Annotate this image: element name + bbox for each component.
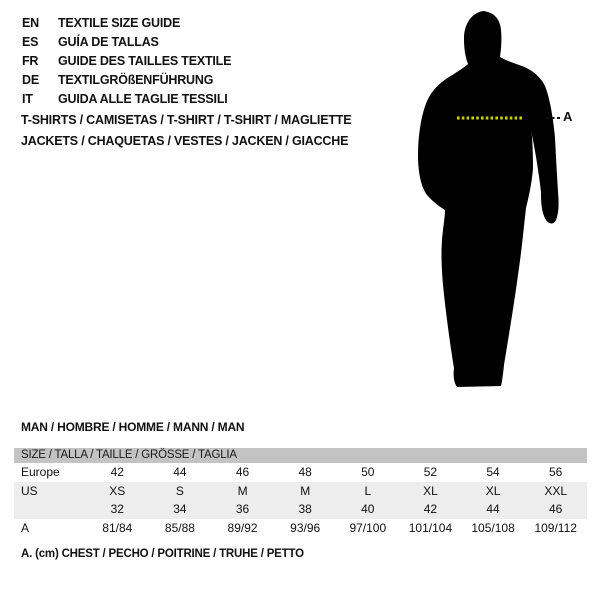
language-title: TEXTILE SIZE GUIDE	[58, 16, 181, 30]
language-title: TEXTILGRÖßENFÜHRUNG	[58, 73, 214, 87]
language-code: ES	[22, 35, 39, 49]
table-cell: 42	[423, 502, 438, 516]
table-cell: 54	[486, 465, 500, 479]
table-row-us	[14, 482, 587, 501]
section-title-man: MAN / HOMBRE / HOMME / MANN / MAN	[21, 420, 245, 434]
row-label: US	[21, 483, 38, 498]
language-title: GUIDE DES TAILLES TEXTILE	[58, 54, 232, 68]
row-label	[14, 500, 86, 519]
measurement-a-label: A	[563, 109, 573, 124]
category-line-jackets: JACKETS / CHAQUETAS / VESTES / JACKEN / GIACCHE	[21, 134, 349, 148]
table-row-secondary-sizes	[14, 500, 587, 519]
language-row-es	[22, 33, 231, 52]
table-cell: 50	[361, 465, 375, 479]
language-title: GUÍA DE TALLAS	[58, 35, 159, 49]
language-code: FR	[22, 54, 39, 68]
table-cell: 38	[298, 502, 312, 516]
language-list	[22, 14, 231, 109]
row-label: A	[21, 520, 30, 535]
language-row-fr	[22, 52, 231, 71]
table-cell: 101/104	[408, 520, 453, 535]
table-cell: S	[175, 483, 184, 498]
table-cell: 32	[110, 502, 124, 516]
row-label: Europe	[21, 465, 60, 479]
table-cell: XL	[423, 483, 438, 498]
language-row-en	[22, 14, 231, 33]
category-list	[21, 110, 351, 152]
table-row-europe	[14, 463, 587, 482]
size-table-header: SIZE / TALLA / TAILLE / GRÖSSE / TAGLIA	[14, 448, 587, 463]
table-cell: 48	[298, 465, 312, 479]
measurement-footnote: A. (cm) CHEST / PECHO / POITRINE / TRUHE / PETTO	[21, 548, 304, 560]
table-cell: 34	[173, 502, 187, 516]
man-silhouette	[418, 11, 559, 387]
table-cell: XXL	[544, 483, 568, 498]
table-row-chest-a	[14, 519, 587, 538]
table-cell: M	[300, 483, 311, 498]
table-cell: 46	[235, 465, 250, 479]
table-cell: 52	[423, 465, 438, 479]
table-cell: 44	[486, 502, 500, 516]
category-line-tshirts: T-SHIRTS / CAMISETAS / T-SHIRT / T-SHIRT / MAGLIETTE	[21, 113, 352, 127]
language-code: IT	[22, 92, 33, 106]
language-row-it	[22, 90, 231, 109]
language-code: EN	[22, 16, 39, 30]
table-cell: 40	[361, 502, 375, 516]
language-code: DE	[22, 73, 39, 87]
man-silhouette-figure	[405, 0, 600, 400]
table-cell: 36	[235, 502, 250, 516]
table-cell: 89/92	[227, 520, 258, 535]
language-row-de	[22, 71, 231, 90]
table-cell: XS	[109, 483, 126, 498]
table-cell: 109/112	[534, 520, 577, 535]
table-cell: 46	[549, 502, 563, 516]
table-cell: 97/100	[349, 520, 387, 535]
table-cell: 93/96	[290, 520, 321, 535]
language-title: GUIDA ALLE TAGLIE TESSILI	[58, 92, 228, 106]
table-cell: 44	[173, 465, 187, 479]
table-cell: L	[364, 483, 372, 498]
size-table	[14, 448, 587, 537]
table-cell: XL	[485, 483, 501, 498]
table-cell: 42	[110, 465, 124, 479]
table-cell: M	[237, 483, 248, 498]
table-cell: 105/108	[471, 520, 515, 535]
table-cell: 85/88	[164, 520, 195, 535]
table-cell: 56	[549, 465, 563, 479]
table-cell: 81/84	[102, 520, 133, 535]
